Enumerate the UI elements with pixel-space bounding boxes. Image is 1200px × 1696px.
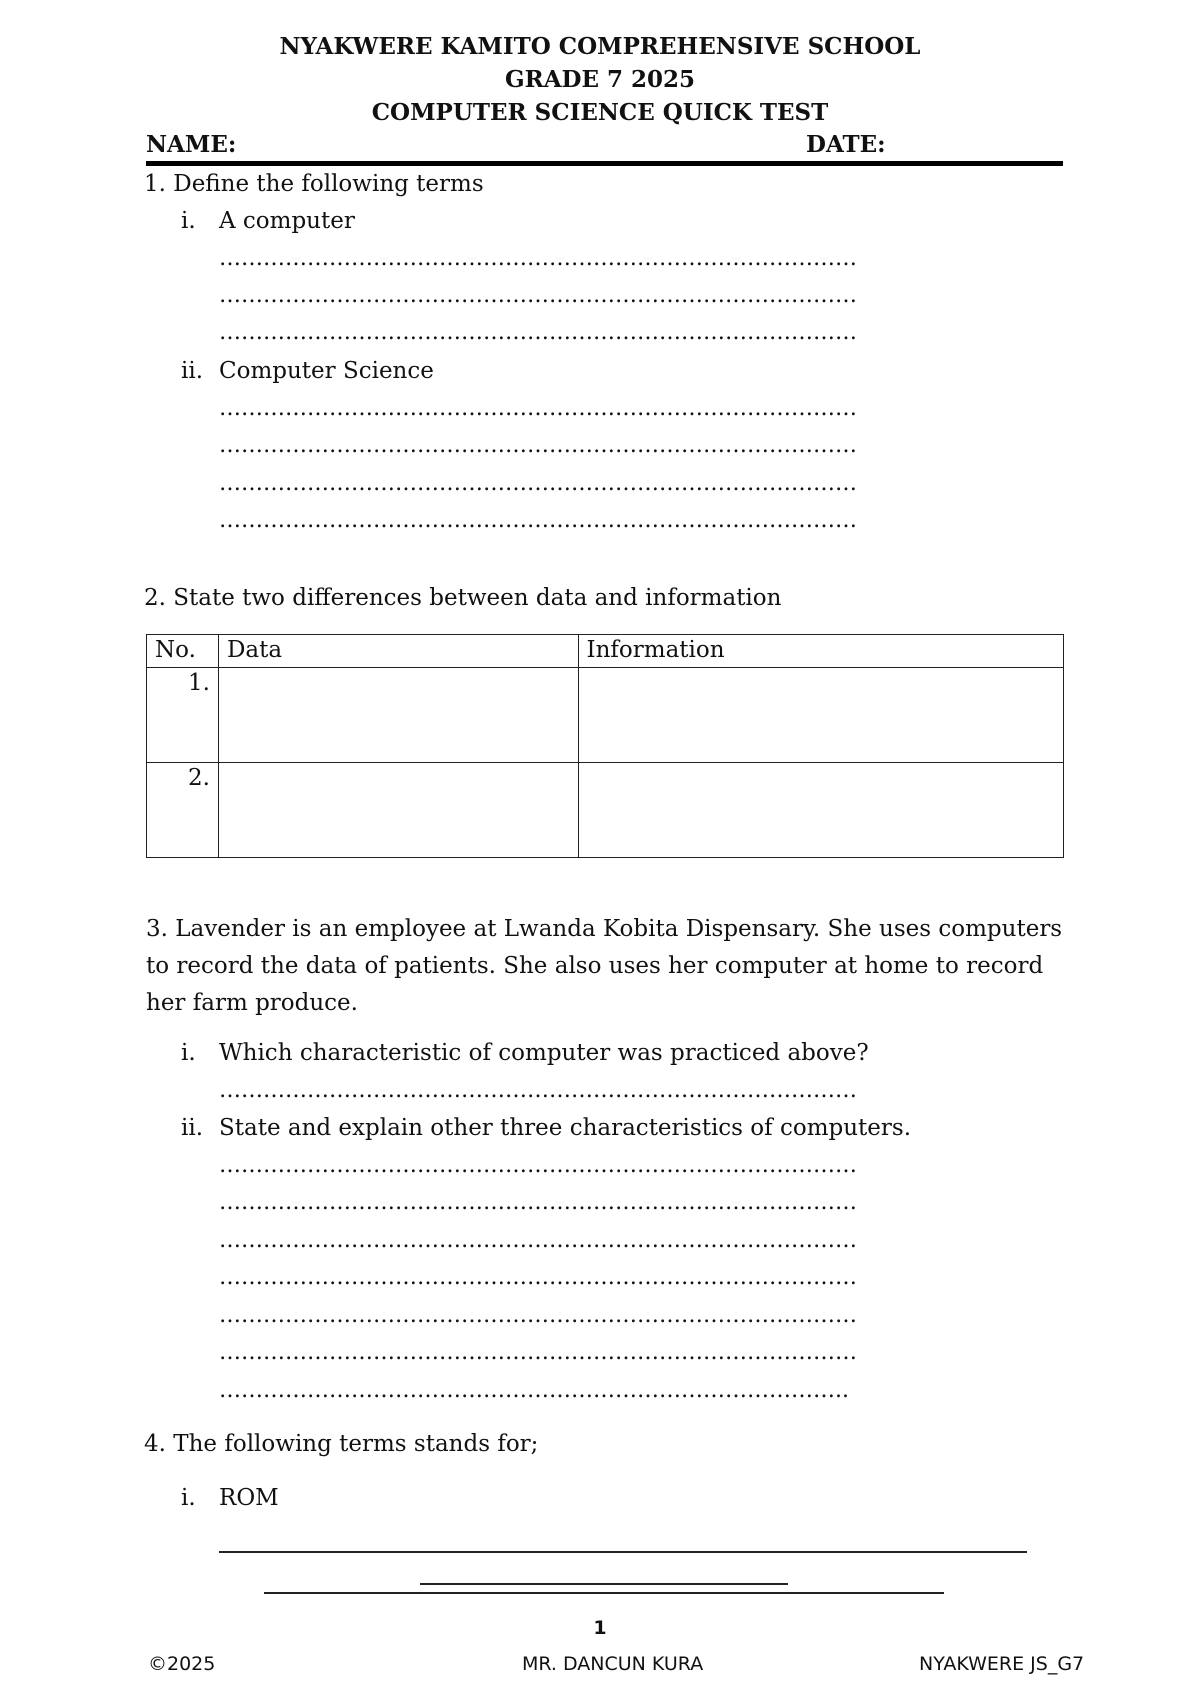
table-cell-data[interactable] (218, 763, 578, 858)
q4-i-text: ROM (219, 1485, 279, 1511)
table-row (147, 763, 1064, 858)
answer-underline[interactable] (219, 1551, 1027, 1553)
table-cell-no: 2. (147, 763, 219, 858)
table-header-information: Information (578, 635, 1064, 668)
table-cell-data[interactable] (218, 668, 578, 763)
table-header-row (147, 635, 1064, 668)
page-number: 1 (593, 1617, 607, 1639)
question-1: 1. Define the following terms (144, 171, 484, 197)
footer-class-code: NYAKWERE JS_G7 (919, 1653, 1085, 1675)
differences-table (146, 634, 1064, 858)
table-row (147, 668, 1064, 763)
name-label: NAME: (146, 131, 237, 158)
footer-copyright: ©2025 (148, 1653, 216, 1675)
table-cell-information[interactable] (578, 763, 1064, 858)
q4-i-number: i. (181, 1485, 196, 1511)
table-cell-information[interactable] (578, 668, 1064, 763)
q1-i-text: A computer (219, 208, 355, 234)
answer-line[interactable]: …………………………………………………………………………… (219, 396, 857, 421)
answer-line[interactable]: …………………………………………………………………………… (219, 1190, 857, 1215)
question-3: 3. Lavender is an employee at Lwanda Kobita Dispensary. She uses computers to record the data of patients. She also uses her computer at home to record her farm produce. (146, 916, 1063, 1016)
footer-author: MR. DANCUN KURA (522, 1653, 704, 1675)
table-header-data: Data (218, 635, 578, 668)
school-title: NYAKWERE KAMITO COMPREHENSIVE SCHOOL (279, 33, 921, 60)
table-header-no: No. (147, 635, 219, 668)
table-cell-no: 1. (147, 668, 219, 763)
answer-line[interactable]: …………………………………………………………………………… (219, 1228, 857, 1253)
q1-i-number: i. (181, 208, 196, 234)
question-2: 2. State two differences between data and information (144, 585, 782, 611)
answer-line[interactable]: …………………………………………………………………………… (219, 508, 857, 533)
q3-ii-number: ii. (181, 1115, 204, 1141)
answer-underline[interactable] (420, 1583, 788, 1585)
answer-line[interactable]: …………………………………………………………………………… (219, 283, 857, 308)
answer-line[interactable]: …………………………………………………………………………… (219, 471, 857, 496)
answer-line[interactable]: …………………………………………………………………………… (219, 1340, 857, 1365)
date-label: DATE: (806, 131, 886, 158)
q3-i-number: i. (181, 1040, 196, 1066)
answer-line[interactable]: ………………………………………………………………………….. (219, 1378, 849, 1403)
answer-underline[interactable] (264, 1592, 944, 1594)
q1-ii-text: Computer Science (219, 358, 434, 384)
header-rule (146, 161, 1063, 166)
test-title: COMPUTER SCIENCE QUICK TEST (371, 99, 829, 126)
question-4: 4. The following terms stands for; (144, 1431, 539, 1457)
answer-line[interactable]: …………………………………………………………………………… (219, 246, 857, 271)
grade-title: GRADE 7 2025 (504, 66, 696, 93)
answer-line[interactable]: …………………………………………………………………………… (219, 1303, 857, 1328)
answer-line[interactable]: …………………………………………………………………………… (219, 1078, 857, 1103)
answer-line[interactable]: …………………………………………………………………………… (219, 433, 857, 458)
q3-ii-text: State and explain other three characteristics of computers. (219, 1115, 911, 1141)
answer-line[interactable]: …………………………………………………………………………… (219, 1265, 857, 1290)
q3-i-text: Which characteristic of computer was practiced above? (219, 1040, 869, 1066)
answer-line[interactable]: …………………………………………………………………………… (219, 1153, 857, 1178)
answer-line[interactable]: …………………………………………………………………………… (219, 320, 857, 345)
q1-ii-number: ii. (181, 358, 204, 384)
